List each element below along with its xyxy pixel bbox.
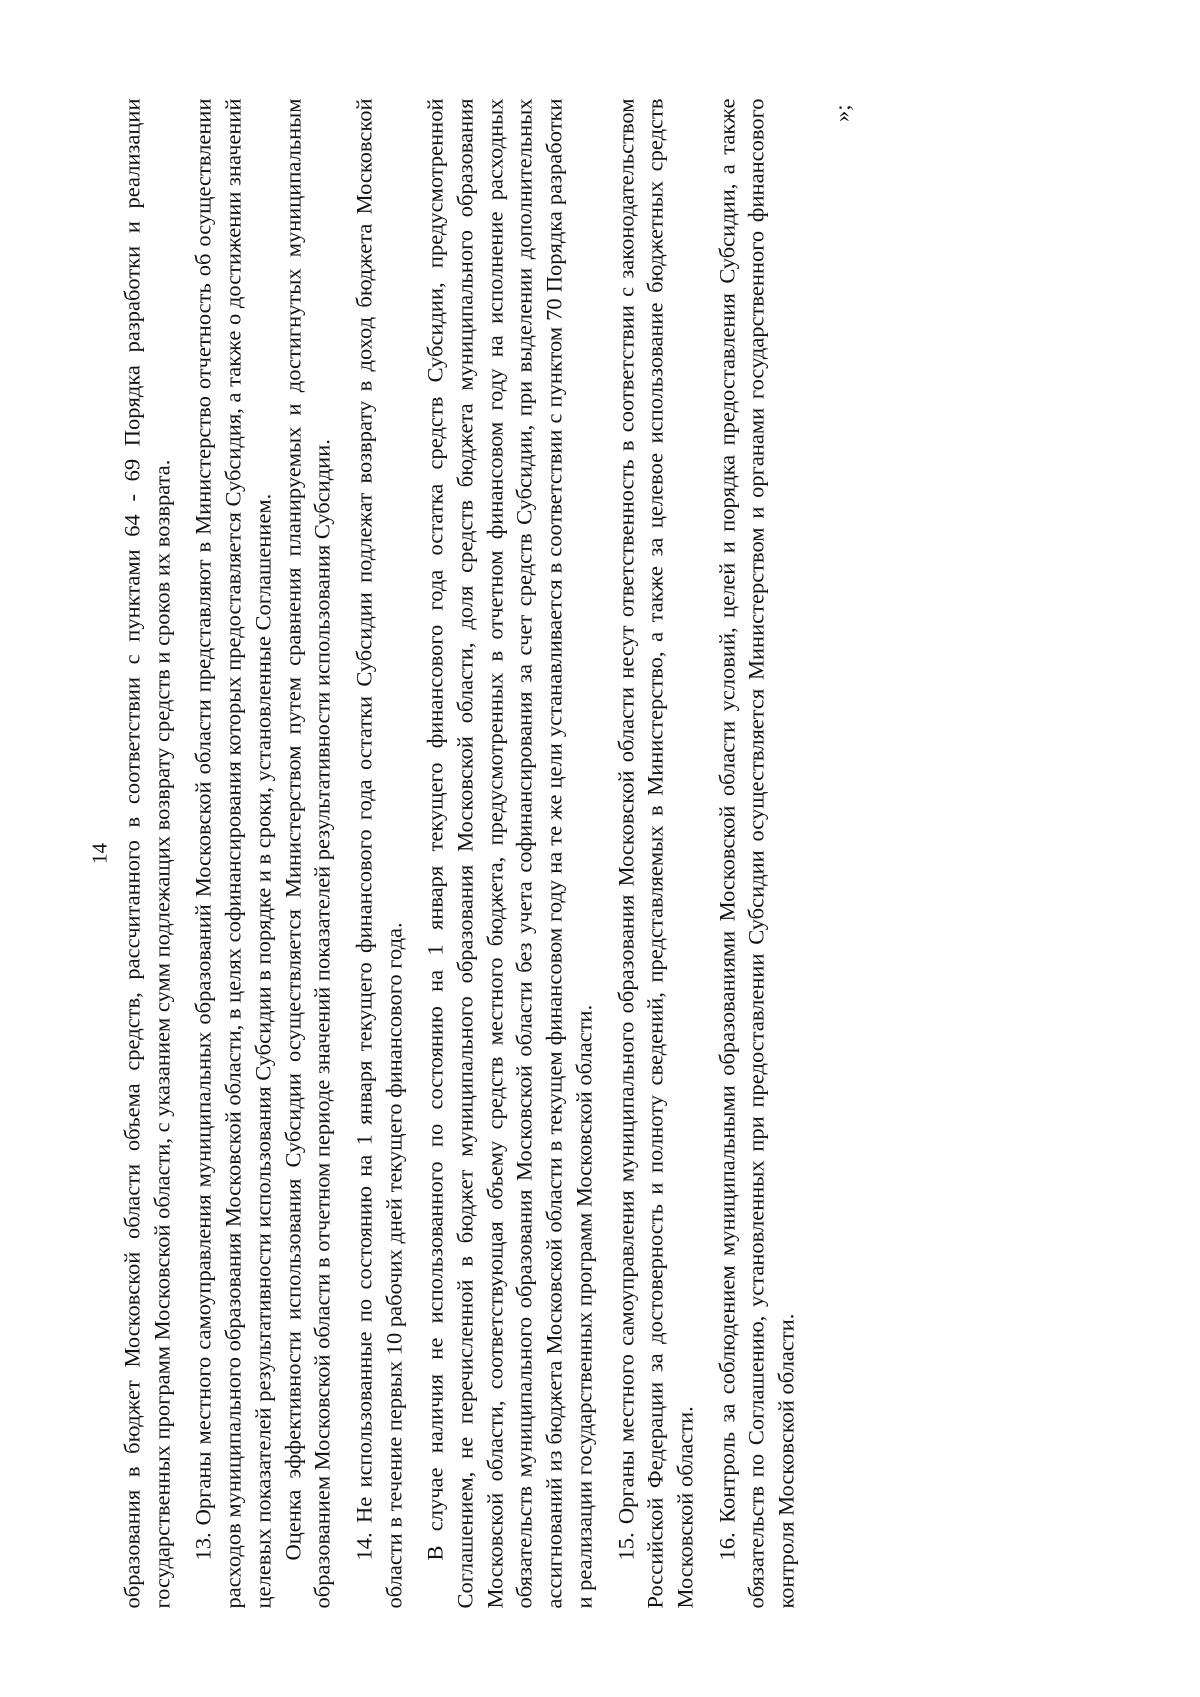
paragraph-14-remaining-funds: В случае наличия не использованного по состоянию на 1 января текущего финансового года остатка средств Субсидии, предусмотренной Соглашением, не перечисленной в бюджет муниципального образования Московской области, доля средств бюджета муниципального образования Московской области, соответствующая объему средств местного бюджета, предусмотренных в отчетном финансовом году на исполнение расходных обязательств муниципального образования Московской области без учета софинансирования за счет средств Субсидии, при выделении дополнительных ассигнований из бюджета Московской области в текущем финансовом году на те же цели устанавливается в соответствии с пунктом 70 Порядка разработки и реализации государственных программ Московской области. <box>422 98 597 1609</box>
paragraph-13-evaluation: Оценка эффективности использования Субсидии осуществляется Министерством путем сравнения планируемых и достигнутых муниципальным образованием Московской области в отчетном периоде значений показателей результативности использования Субсидии. <box>280 98 335 1609</box>
paragraph-16: 16. Контроль за соблюдением муниципальными образованиями Московской области условий, целей и порядка предоставления Субсидии, а также обязательств по Соглашению, установленных при предоставлении Субсидии осуществляется Министерством и органами государственного финансового контроля Московской области. <box>714 98 799 1609</box>
paragraph-continuation: образования в бюджет Московской области объема средств, рассчитанного в соответствии с пунктами 64 - 69 Порядка разработки и реализации государственных программ Московской области, с указанием сумм подлежащих возврату средств и сроков их возврата. <box>119 98 175 1609</box>
paragraph-14: 14. Не использованные по состоянию на 1 января текущего финансового года остатки Субсидии подлежат возврату в доход бюджета Московской области в течение первых 10 рабочих дней текущего финансового года. <box>351 98 407 1609</box>
closing-quote-mark: »; <box>829 104 855 123</box>
paragraph-13: 13. Органы местного самоуправления муниципальных образований Московской области представляют в Министерство отчетность об осуществлении расходов муниципального образования Московской области, в целях софинансирования которых предоставляется Субсидия, а также о достижении значений целевых показателей результативности использования Субсидии в порядке и в сроки, установленные Соглашением. <box>190 98 276 1609</box>
document-page <box>68 29 1133 1669</box>
paragraph-15: 15. Органы местного самоуправления муниципального образования Московской области несут ответственность в соответствии с законодательством Российской Федерации за достоверность и полноту сведений, представляемых в Министерство, а также за целевое использование бюджетных средств Московской области. <box>613 98 698 1609</box>
page-number: 14 <box>87 843 112 864</box>
